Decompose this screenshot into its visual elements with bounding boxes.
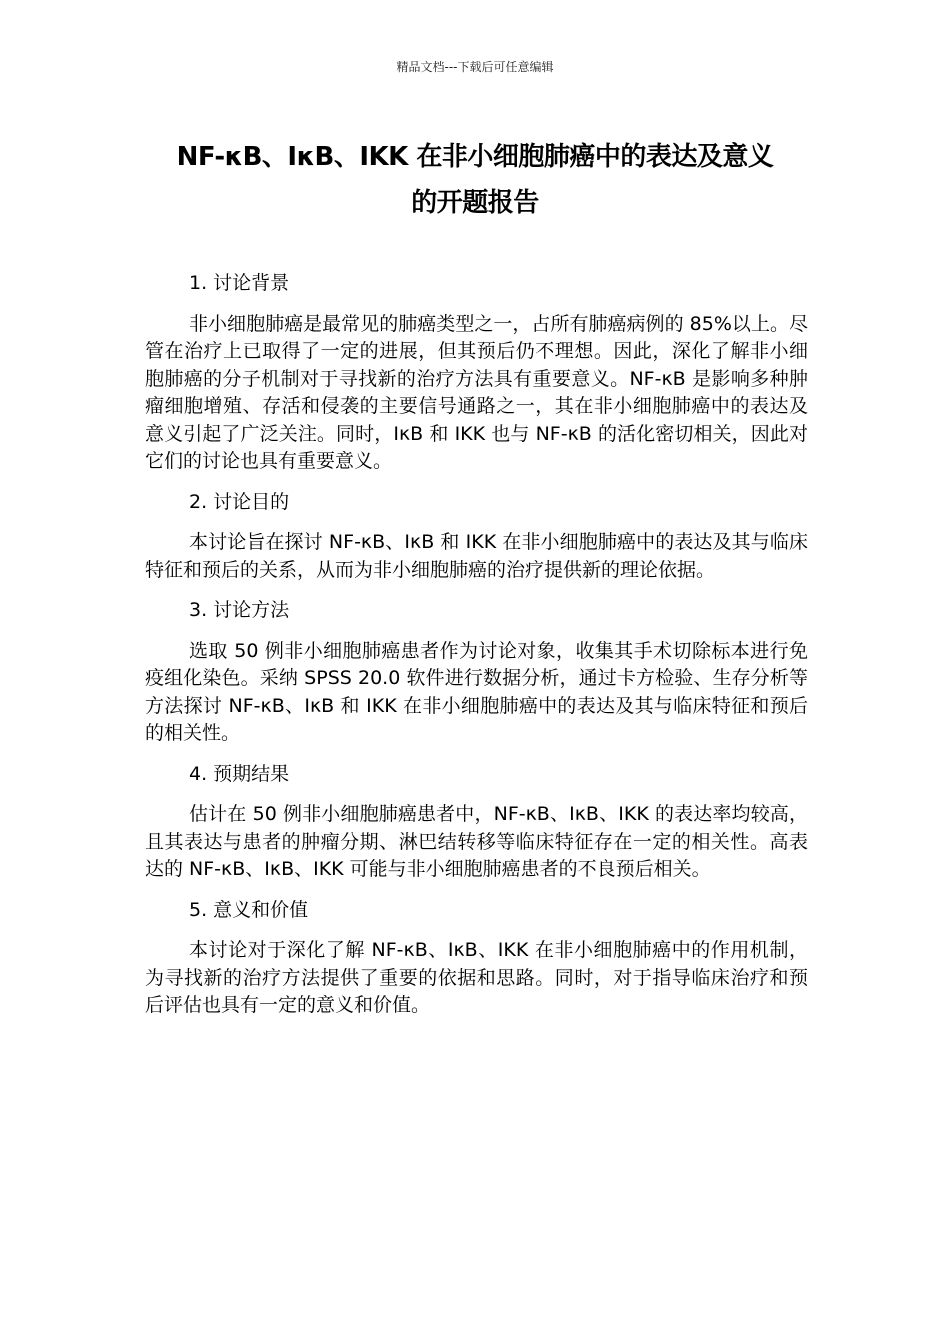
title-line-1: NF-κB、IκB、IKK 在非小细胞肺癌中的表达及意义 [176,142,774,172]
document-title [120,134,830,226]
section-heading-significance: 5. 意义和价值 [189,898,309,921]
section-heading-purpose: 2. 讨论目的 [189,490,290,513]
page-header: 精品文档---下载后可任意编辑 [396,60,554,74]
section-heading-expected-results: 4. 预期结果 [189,762,290,785]
section-body-expected-results: 估计在 50 例非小细胞肺癌患者中，NF-κB、IκB、IKK 的表达率均较高，且其表达与患者的肿瘤分期、淋巴结转移等临床特征存在一定的相关性。高表达的 NF-κB、IκB、IKK 可能与非小细胞肺癌患者的不良预后相关。 [145,803,808,880]
document-body [145,270,808,1033]
section-body-method: 选取 50 例非小细胞肺癌患者作为讨论对象，收集其手术切除标本进行免疫组化染色。采纳 SPSS 20.0 软件进行数据分析，通过卡方检验、生存分析等方法探讨 NF-κB、IκB 和 IKK 在非小细胞肺癌中的表达及其与临床特征和预后的相关性。 [145,639,808,744]
section-heading-method: 3. 讨论方法 [189,599,290,621]
section-heading-background: 1. 讨论背景 [189,272,290,294]
section-body-background: 非小细胞肺癌是最常见的肺癌类型之一，占所有肺癌病例的 85%以上。尽管在治疗上已取得了一定的进展，但其预后仍不理想。因此，深化了解非小细胞肺癌的分子机制对于寻找新的治疗方法具有重要意义。NF-κB 是影响多种肿瘤细胞增殖、存活和侵袭的主要信号通路之一，其在非小细胞肺癌中的表达及意义引起了广泛关注。同时，IκB 和 IKK 也与 NF-κB 的活化密切相关，因此对它们的讨论也具有重要意义。 [145,312,808,472]
section-body-significance: 本讨论对于深化了解 NF-κB、IκB、IKK 在非小细胞肺癌中的作用机制，为寻找新的治疗方法提供了重要的依据和思路。同时，对于指导临床治疗和预后评估也具有一定的意义和价值。 [145,939,808,1016]
section-body-purpose: 本讨论旨在探讨 NF-κB、IκB 和 IKK 在非小细胞肺癌中的表达及其与临床特征和预后的关系，从而为非小细胞肺癌的治疗提供新的理论依据。 [145,531,808,581]
title-line-2: 的开题报告 [411,188,539,218]
